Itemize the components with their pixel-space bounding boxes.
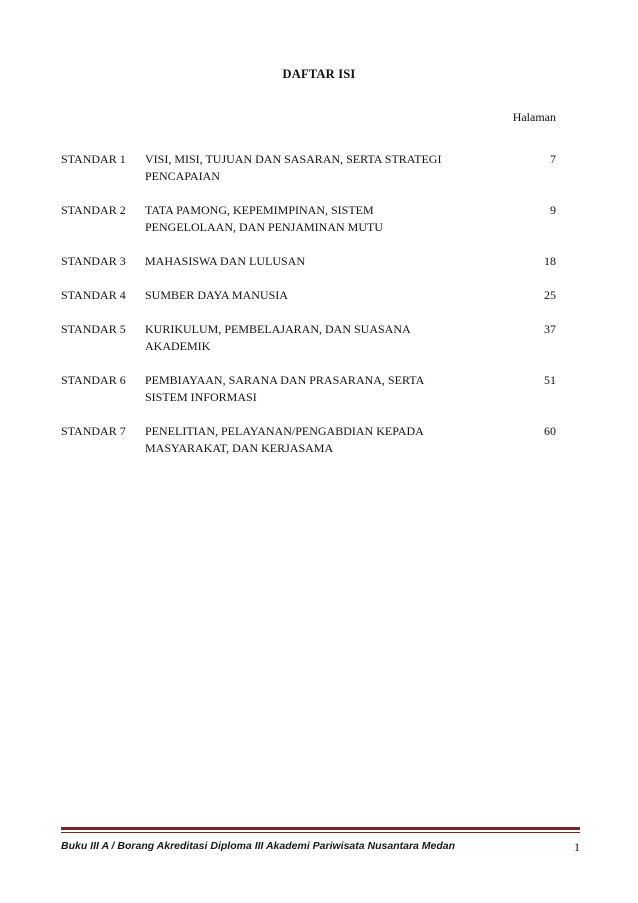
footer-page-number: 1 — [574, 840, 580, 854]
toc-entry-title: MAHASISWA DAN LULUSAN — [145, 254, 306, 268]
toc-page-number: 37 — [544, 322, 556, 336]
toc-entry[interactable] — [61, 151, 556, 185]
footer-text: Buku III A / Borang Akreditasi Diploma III Akademi Pariwisata Nusantara Medan — [61, 840, 456, 852]
toc-standard-label: STANDAR 3 — [61, 254, 126, 268]
toc-page-number: 18 — [544, 254, 556, 268]
toc-standard-label: STANDAR 2 — [61, 203, 126, 217]
toc-standard-label: STANDAR 4 — [61, 288, 126, 302]
page-column-header: Halaman — [512, 110, 556, 124]
toc-entry-title: PEMBIAYAAN, SARANA DAN PRASARANA, SERTA SISTEM INFORMASI — [145, 373, 424, 404]
toc-entry[interactable] — [61, 321, 556, 355]
toc-standard-label: STANDAR 5 — [61, 322, 126, 336]
toc-entry[interactable] — [61, 253, 556, 270]
toc-entry-title: VISI, MISI, TUJUAN DAN SASARAN, SERTA STRATEGI PENCAPAIAN — [145, 152, 442, 183]
toc-entry-title: KURIKULUM, PEMBELAJARAN, DAN SUASANA AKADEMIK — [145, 322, 411, 353]
toc-entry[interactable] — [61, 423, 556, 457]
toc-entry[interactable] — [61, 287, 556, 304]
toc-standard-label: STANDAR 1 — [61, 152, 126, 166]
footer-rule-thin — [61, 832, 580, 833]
toc-entry-title: SUMBER DAYA MANUSIA — [145, 288, 288, 302]
toc-entry[interactable] — [61, 372, 556, 406]
toc-page-number: 9 — [550, 203, 556, 217]
toc-page-number: 25 — [544, 288, 556, 302]
toc-page-number: 7 — [550, 152, 556, 166]
toc-page-number: 51 — [544, 373, 556, 387]
footer-rule-thick — [61, 827, 580, 830]
toc-entry-title: PENELITIAN, PELAYANAN/PENGABDIAN KEPADA MASYARAKAT, DAN KERJASAMA — [145, 424, 424, 455]
toc-standard-label: STANDAR 6 — [61, 373, 126, 387]
toc-page-number: 60 — [544, 424, 556, 438]
toc-entry[interactable] — [61, 202, 556, 236]
toc-entry-title: TATA PAMONG, KEPEMIMPINAN, SISTEM PENGELOLAAN, DAN PENJAMINAN MUTU — [145, 203, 383, 234]
page-title: DAFTAR ISI — [282, 67, 356, 81]
toc-standard-label: STANDAR 7 — [61, 424, 126, 438]
table-of-contents — [61, 151, 556, 474]
